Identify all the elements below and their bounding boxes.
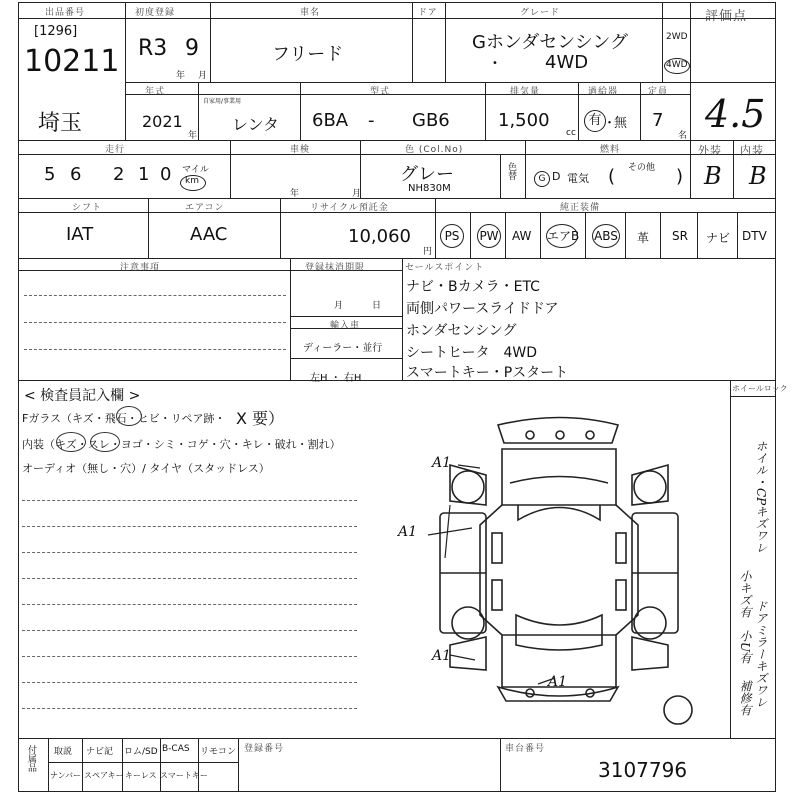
sales-point-item: シートヒータ 4WD	[406, 345, 537, 361]
fuel-paren-close: )	[676, 166, 684, 187]
row-line	[48, 762, 238, 763]
equip-aw: AW	[512, 229, 532, 243]
accessory-label: 取説	[54, 747, 73, 757]
recycle-unit: 円	[423, 247, 433, 257]
circle-mark	[116, 406, 142, 426]
turbo-slash: ・	[603, 116, 617, 131]
col-line	[290, 258, 291, 380]
fuel-other-label: その他	[628, 163, 656, 173]
col-line	[470, 212, 471, 258]
accessory-label: ナビ記	[86, 747, 114, 757]
col-line	[198, 82, 199, 140]
import-label: 輸入車	[330, 321, 361, 331]
equipment-label: 純正装備	[560, 203, 601, 213]
model-label: 車名	[300, 8, 321, 18]
first-reg-label: 初度登録	[135, 8, 176, 18]
col-line	[690, 140, 691, 198]
interior-value: B	[749, 162, 767, 190]
aircon-value: AAC	[190, 224, 228, 245]
color-label: 色 (Col.No)	[405, 145, 464, 155]
row-line	[18, 198, 776, 199]
col-line	[280, 198, 281, 258]
col-line	[640, 82, 641, 140]
shift-value: IAT	[66, 224, 94, 245]
inspector-glass-x: X 要）	[236, 409, 285, 428]
mileage-digit: 1	[138, 164, 150, 185]
displacement-unit: cc	[566, 128, 576, 138]
accessory-label: ナンバー	[50, 771, 82, 780]
import-dealer: ディーラー・並行	[303, 343, 383, 354]
row-line	[18, 738, 776, 739]
col-line	[525, 140, 526, 198]
color-change-label: 色替	[506, 162, 516, 180]
model-code: GB6	[412, 110, 450, 131]
equip-airbag: エアB	[546, 224, 578, 248]
sales-point-label: セールスポイント	[405, 263, 485, 273]
exterior-value: B	[704, 162, 722, 190]
chassis-label: 車台番号	[505, 744, 546, 754]
row-line	[18, 258, 776, 259]
col-line	[733, 140, 734, 198]
color-name: グレー	[400, 164, 454, 185]
fuel-label: 燃料	[600, 145, 621, 155]
col-line	[402, 258, 403, 380]
row-line	[290, 358, 402, 359]
sales-point-item: ナビ・Bカメラ・ETC	[406, 279, 540, 295]
equip-pw: PW	[477, 224, 501, 248]
score-label: 評価点	[705, 9, 748, 24]
displacement-label: 排気量	[510, 87, 541, 97]
sales-point-item: ホンダセンシング	[406, 323, 517, 339]
equip-sr: SR	[672, 229, 688, 243]
grade-dot: •	[492, 58, 498, 69]
first-reg-era: R3	[138, 36, 168, 61]
row-line	[18, 140, 776, 141]
model-name: フリード	[272, 44, 344, 65]
note-line	[24, 322, 286, 323]
grade-label: グレード	[520, 8, 561, 18]
region-year: 2021	[142, 112, 183, 131]
chassis-number: 3107796	[598, 758, 688, 782]
col-line	[485, 82, 486, 140]
col-line	[505, 212, 506, 258]
inspection-month-unit: 月	[352, 189, 362, 199]
inspector-line	[22, 708, 357, 709]
col-line	[445, 2, 446, 82]
sales-point-item: 両側パワースライドドア	[406, 301, 559, 317]
row-line	[125, 82, 776, 83]
inspector-line	[22, 656, 357, 657]
col-line	[585, 212, 586, 258]
fuel-g: G	[534, 171, 550, 187]
inspection-label: 車検	[290, 145, 311, 155]
accessory-label: スペアキー	[84, 771, 124, 780]
grade-line2: 4WD	[545, 52, 589, 73]
region-name: 埼玉	[38, 111, 83, 136]
mileage-label: 走行	[105, 145, 126, 155]
accessory-label: ロム/SD	[124, 747, 158, 757]
col-line	[540, 212, 541, 258]
side-note: ドアミラーキズワレ	[754, 600, 768, 708]
shift-type-label: 型式	[370, 87, 391, 97]
equip-leather: 革	[637, 231, 650, 245]
row-line	[290, 316, 402, 317]
recycle-value: 10,060	[348, 226, 411, 247]
col-line	[210, 2, 211, 82]
col-line	[500, 738, 501, 792]
inspector-glass: Fガラス（キズ・飛石・ヒビ・リペア跡・	[22, 412, 226, 425]
reg-period-month: 月	[334, 301, 344, 311]
equip-dtv: DTV	[742, 229, 767, 243]
equip-ps: PS	[440, 224, 464, 248]
aircon-label: エアコン	[185, 203, 225, 213]
col-line	[625, 212, 626, 258]
capacity-label: 定員	[648, 87, 669, 97]
col-line	[300, 82, 301, 140]
side-note: 小U有	[738, 630, 752, 665]
first-reg-year-unit: 年	[176, 71, 186, 81]
model-code-prefix: 6BA	[312, 110, 349, 131]
damage-mark: A1	[432, 648, 452, 664]
side-note: 補修有	[738, 680, 752, 716]
inspection-year-unit: 年	[290, 189, 300, 199]
col-line	[697, 212, 698, 258]
model-code-dash: -	[368, 110, 375, 131]
col-line	[122, 738, 123, 792]
fuel-paren-open: (	[608, 166, 616, 187]
col-line	[48, 738, 49, 792]
lot-bracket: [1296]	[34, 24, 78, 39]
bottom-side-mark: 付属品	[26, 745, 36, 772]
fuel-electric: 電気	[567, 172, 589, 185]
grade-2wd: 2WD	[666, 32, 688, 42]
first-reg-month: 9	[185, 36, 199, 61]
door-label: ドア	[418, 8, 438, 18]
col-line	[238, 738, 239, 792]
displacement-value: 1,500	[498, 110, 550, 131]
reg-period-label: 登録抹消期限	[305, 263, 366, 273]
inspector-line	[22, 604, 357, 605]
grade-4wd: 4WD	[666, 60, 688, 70]
row-line	[18, 380, 776, 381]
col-line	[578, 82, 579, 140]
score-value: 4.5	[705, 92, 766, 136]
recycle-label: リサイクル預託金	[310, 203, 389, 213]
mileage-digit: 0	[160, 164, 172, 185]
equip-abs: ABS	[592, 224, 620, 248]
turbo-no: 無	[614, 116, 628, 131]
note-line	[24, 295, 286, 296]
lock-label: ホイールロック	[732, 384, 788, 393]
side-note: 小キズ有	[738, 570, 752, 618]
inspector-line	[22, 552, 357, 553]
col-line	[148, 198, 149, 258]
mileage-unit-mile: マイル	[182, 165, 209, 175]
region-year-unit: 年	[188, 131, 198, 141]
col-line	[500, 154, 501, 198]
col-line	[435, 198, 436, 258]
inspector-audio: オーディオ（無し・穴）/ タイヤ（スタッドレス）	[22, 462, 270, 475]
capacity-value: 7	[652, 110, 664, 131]
inspector-line	[22, 630, 357, 631]
usage: レンタ	[232, 115, 279, 134]
reg-no-label: 登録番号	[244, 744, 285, 754]
damage-lines	[390, 440, 570, 700]
inspector-line	[22, 682, 357, 683]
capacity-unit: 名	[678, 131, 688, 141]
col-line	[82, 738, 83, 792]
col-line	[690, 2, 691, 140]
year-label: 年式	[145, 87, 166, 97]
lot-number: 10211	[24, 44, 120, 79]
accessory-label: B-CAS	[162, 744, 190, 754]
damage-mark: A1	[398, 524, 418, 540]
row-line	[18, 154, 776, 155]
row-line	[730, 396, 776, 397]
mileage-digit: 6	[70, 164, 82, 185]
col-line	[730, 380, 731, 738]
shift-label: シフト	[72, 203, 103, 213]
damage-mark: A1	[432, 455, 452, 471]
sales-point-item: スマートキー・Pスタート	[406, 365, 569, 381]
col-line	[412, 2, 413, 82]
reg-period-day: 日	[372, 301, 382, 311]
color-code: NH830M	[408, 183, 451, 194]
col-line	[230, 140, 231, 198]
turbo-label: 過給器	[588, 87, 619, 97]
accessory-label: スマートキー	[160, 771, 208, 780]
side-note: ホイル・CPキズワレ	[754, 440, 768, 554]
notes-label: 注意事項	[120, 263, 161, 273]
exterior-label: 外装	[698, 144, 722, 157]
usage-small: 自家用/事業用	[203, 98, 242, 105]
mileage-unit-km: km	[185, 176, 199, 186]
col-line	[737, 212, 738, 258]
lot-label: 出品番号	[45, 8, 86, 18]
import-handle: 左H ・ 右H	[310, 373, 362, 384]
inspector-label: < 検査員記入欄 >	[24, 388, 141, 404]
mileage-digit: 2	[113, 164, 125, 185]
col-line	[198, 738, 199, 792]
col-line	[160, 738, 161, 792]
equip-navi: ナビ	[706, 231, 731, 245]
circle-mark	[90, 432, 120, 452]
inspector-interior: 内装（キズ・スレ・ヨゴ・シミ・コゲ・穴・キレ・破れ・割れ）	[22, 438, 341, 451]
accessory-label: リモコン	[200, 747, 237, 757]
col-line	[662, 2, 663, 82]
accessory-label: キーレス	[125, 771, 157, 780]
circle-mark	[56, 432, 86, 452]
turbo-yes: 有	[584, 110, 606, 132]
first-reg-month-unit: 月	[198, 71, 208, 81]
inspector-line	[22, 526, 357, 527]
inspector-line	[22, 500, 357, 501]
note-line	[24, 349, 286, 350]
interior-label: 内装	[740, 144, 764, 157]
fuel-d: D	[552, 170, 561, 183]
mileage-digit: 5	[44, 164, 56, 185]
inspector-line	[22, 578, 357, 579]
col-line	[660, 212, 661, 258]
col-line	[125, 2, 126, 140]
grade-line1: Gホンダセンシング	[472, 32, 628, 53]
row-line	[18, 212, 776, 213]
damage-mark: A1	[548, 674, 568, 690]
